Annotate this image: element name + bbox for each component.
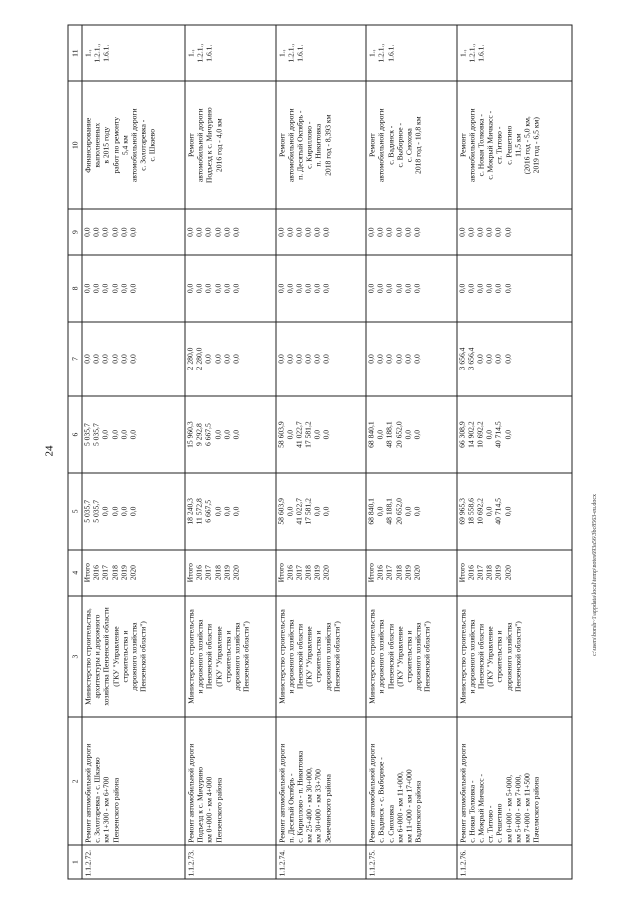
regional-budget-value: 0,0: [375, 429, 385, 440]
header-cell-11: 11: [68, 25, 82, 81]
other-sources-value: 0,0: [466, 227, 476, 237]
total-funding-value: 41 022,7: [294, 498, 304, 525]
regional-budget-value: 58 603,9: [276, 421, 286, 448]
indicator-codes: 1., 1.2.1., 1.6.1.: [185, 25, 276, 81]
measure-name: Ремонт автомобильной дороги п. Десятый Октябрь - с. Кириллово - п. Никитовка км 25+400 - км 30+000, км 30+000 - км 33+700 Земечинского района: [276, 717, 367, 845]
federal-budget: [276, 255, 367, 321]
total-funding: [276, 473, 367, 550]
regional-budget-value: 40 714,5: [493, 421, 503, 448]
program-table: [68, 25, 573, 880]
total-funding-value: 18 240,3: [185, 498, 195, 525]
year-list-value: 2016: [375, 565, 385, 581]
other-sources-value: 0,0: [312, 227, 322, 237]
year-list-value: 2019: [493, 565, 503, 581]
regional-budget-value: 0,0: [119, 429, 129, 440]
indicator-codes: 1., 1.2.1., 1.6.1.: [276, 25, 367, 81]
responsible-executor: Министерство строительства, архитектуры и дорожного хозяйства Пензенской области (ГКУ "Управление строительства и дорожного хозяйства Пензенской области"): [82, 596, 185, 718]
other-sources-value: 0,0: [185, 227, 195, 237]
federal-budget-value: 0,0: [194, 283, 204, 294]
other-sources-value: 0,0: [484, 227, 494, 237]
total-funding-value: 0,0: [312, 506, 322, 517]
total-funding-value: 0,0: [100, 506, 110, 517]
federal-budget: [457, 255, 572, 321]
other-sources-value: 0,0: [394, 227, 404, 237]
header-cell-10: 10: [68, 81, 82, 209]
federal-budget-value: 0,0: [203, 283, 213, 294]
total-funding-value: 6 667,5: [203, 499, 213, 523]
local-budget-value: 0,0: [303, 354, 313, 364]
other-sources-value: 0,0: [294, 227, 304, 237]
total-funding: [366, 473, 457, 550]
indicator-codes: 1., 1.2.1., 1.6.1.: [82, 25, 185, 81]
total-funding: [185, 473, 276, 550]
other-sources-value: 0,0: [375, 227, 385, 237]
federal-budget: [185, 255, 276, 321]
other-sources-value: 0,0: [321, 227, 331, 237]
federal-budget-value: 0,0: [366, 283, 376, 294]
year-list-value: Итого: [82, 563, 92, 583]
total-funding-value: 0,0: [503, 506, 513, 517]
local-budget-value: 0,0: [384, 354, 394, 364]
total-funding-value: 17 581,2: [303, 498, 313, 525]
federal-budget-value: 0,0: [303, 283, 313, 294]
regional-budget-value: 9 292,8: [194, 423, 204, 447]
table-row: [457, 25, 572, 879]
other-sources-value: 0,0: [457, 227, 467, 237]
total-funding-value: 0,0: [110, 506, 120, 517]
responsible-executor: Министерство строительства и дорожного хозяйства Пензенской области (ГКУ "Управление строительства и дорожного хозяйства Пензенской области"): [457, 596, 572, 718]
regional-budget-value: 5 035,7: [91, 423, 101, 447]
header-cell-9: 9: [68, 209, 82, 255]
other-sources-value: 0,0: [119, 227, 129, 237]
year-list-value: 2020: [321, 565, 331, 581]
year-list-value: 2019: [403, 565, 413, 581]
local-budget-value: 0,0: [375, 354, 385, 364]
header-cell-1: 1: [68, 845, 82, 879]
header-cell-7: 7: [68, 322, 82, 397]
total-funding-value: 58 603,9: [276, 498, 286, 525]
regional-budget-value: 0,0: [128, 429, 138, 440]
regional-budget-value: 0,0: [231, 429, 241, 440]
federal-budget-value: 0,0: [321, 283, 331, 294]
total-funding: [82, 473, 185, 550]
federal-budget-value: 0,0: [412, 283, 422, 294]
total-funding-value: 18 558,6: [466, 498, 476, 525]
table-row: [185, 25, 276, 879]
regional-budget-value: 66 308,9: [457, 421, 467, 448]
local-budget-value: 2 280,0: [194, 347, 204, 371]
federal-budget-value: 0,0: [294, 283, 304, 294]
local-budget-value: 0,0: [366, 354, 376, 364]
row-number: 1.1.2.73.: [185, 845, 276, 879]
total-funding-value: 0,0: [484, 506, 494, 517]
federal-budget-value: 0,0: [110, 283, 120, 294]
page-number: 24: [43, 445, 56, 457]
regional-budget-value: 6 667,5: [203, 423, 213, 447]
indicator-codes: 1., 1.2.1., 1.6.1.: [366, 25, 457, 81]
federal-budget-value: 0,0: [375, 283, 385, 294]
header-row: [68, 25, 82, 879]
other-sources-value: 0,0: [384, 227, 394, 237]
header-cell-2: 2: [68, 717, 82, 845]
year-list-value: 2017: [384, 565, 394, 581]
regional-budget-value: 0,0: [222, 429, 232, 440]
local-budget-value: 0,0: [475, 354, 485, 364]
total-funding-value: 20 652,0: [394, 498, 404, 525]
federal-budget-value: 0,0: [128, 283, 138, 294]
year-list-value: 2019: [312, 565, 322, 581]
header-cell-8: 8: [68, 255, 82, 321]
measure-name: Ремонт автомобильной дороги с. Новая Толковка - с. Мокрый Мичкасс - ст. Титово - с. Решетино км 0+000 - км 5+000, км 5+000 - км 7+000, км 7+000 - км 11+500 Пачелмского района: [457, 717, 572, 845]
federal-budget-value: 0,0: [457, 283, 467, 294]
year-list-value: 2016: [466, 565, 476, 581]
regional-budget-value: 48 188,1: [384, 421, 394, 448]
other-sources: [366, 209, 457, 255]
regional-budget-value: 17 581,2: [303, 421, 313, 448]
responsible-executor: Министерство строительства и дорожного хозяйства Пензенской области (ГКУ "Управление строительства и дорожного хозяйства Пензенской области"): [366, 596, 457, 718]
other-sources: [82, 209, 185, 255]
total-funding-value: 40 714,5: [493, 498, 503, 525]
total-funding-value: 48 188,1: [384, 498, 394, 525]
regional-budget: [185, 396, 276, 473]
year-list-value: 2016: [285, 565, 295, 581]
local-budget-value: 0,0: [100, 354, 110, 364]
year-list-value: 2020: [128, 565, 138, 581]
federal-budget-value: 0,0: [384, 283, 394, 294]
federal-budget-value: 0,0: [185, 283, 195, 294]
total-funding-value: 10 692,2: [475, 498, 485, 525]
federal-budget-value: 0,0: [493, 283, 503, 294]
other-sources-value: 0,0: [203, 227, 213, 237]
local-budget-value: 0,0: [203, 354, 213, 364]
local-budget-value: 3 656,4: [457, 347, 467, 371]
row-number: 1.1.2.76.: [457, 845, 572, 879]
total-funding-value: 0,0: [403, 506, 413, 517]
regional-budget-value: 0,0: [110, 429, 120, 440]
responsible-executor: Министерство строительства и дорожного хозяйства Пензенской области (ГКУ "Управление строительства и дорожного хозяйства Пензенской области"): [276, 596, 367, 718]
local-budget-value: 0,0: [484, 354, 494, 364]
year-list-value: Итого: [185, 563, 195, 583]
expected-result: Ремонт автомобильной дороги Подъезд к с. Мичурино 2016 год - 4,0 км: [185, 81, 276, 209]
local-budget-value: 0,0: [321, 354, 331, 364]
federal-budget-value: 0,0: [503, 283, 513, 294]
total-funding-value: 0,0: [375, 506, 385, 517]
expected-result: Ремонт автомобильной дороги с. Новая Толковка - с. Мокрый Мичкасс - ст. Титово - с. Решетино 11,5 км (2016 год - 5,0 км, 2019 год - 6,5 км): [457, 81, 572, 209]
year-list-value: 2018: [484, 565, 494, 581]
total-funding-value: 0,0: [128, 506, 138, 517]
other-sources-value: 0,0: [91, 227, 101, 237]
measure-name: Ремонт автомобильной дороги Подъезд к с. Мичурино км 0+000 - км 4+000 Пензенского района: [185, 717, 276, 845]
total-funding-value: 68 840,1: [366, 498, 376, 525]
year-list-value: 2018: [110, 565, 120, 581]
other-sources-value: 0,0: [493, 227, 503, 237]
regional-budget-value: 0,0: [484, 429, 494, 440]
regional-budget-value: 5 035,7: [82, 423, 92, 447]
row-number: 1.1.2.74.: [276, 845, 367, 879]
total-funding-value: 0,0: [119, 506, 129, 517]
local-budget-value: 0,0: [213, 354, 222, 364]
federal-budget-value: 0,0: [231, 283, 241, 294]
local-budget: [185, 322, 276, 397]
year-list-value: 2019: [222, 565, 232, 581]
regional-budget-value: 0,0: [312, 429, 322, 440]
regional-budget-value: 68 840,1: [366, 421, 376, 448]
other-sources-value: 0,0: [194, 227, 204, 237]
federal-budget-value: 0,0: [100, 283, 110, 294]
expected-result: Финансирование выполненных в 2015 году работ по ремонту 5,4 км автомобильной дороги с. Золотаревка - с. Шкаево: [82, 81, 185, 209]
federal-budget-value: 0,0: [403, 283, 413, 294]
year-list-value: Итого: [366, 563, 376, 583]
year-list-value: 2017: [475, 565, 485, 581]
year-list-value: Итого: [457, 563, 467, 583]
year-list-value: 2016: [194, 565, 204, 581]
row-number: 1.1.2.75.: [366, 845, 457, 879]
regional-budget-value: 20 652,0: [394, 421, 404, 448]
year-list-value: 2020: [412, 565, 422, 581]
federal-budget-value: 0,0: [484, 283, 494, 294]
local-budget: [276, 322, 367, 397]
header-cell-6: 6: [68, 396, 82, 473]
header-cell-3: 3: [68, 596, 82, 718]
total-funding-value: 0,0: [412, 506, 422, 517]
regional-budget-value: 0,0: [503, 429, 513, 440]
total-funding-value: 5 035,7: [82, 499, 92, 523]
expected-result: Ремонт автомобильной дороги п. Десятый Октябрь - с. Кириллово - п. Никитовка 2018 год - 8,393 км: [276, 81, 367, 209]
table-row: [366, 25, 457, 879]
other-sources-value: 0,0: [82, 227, 92, 237]
federal-budget-value: 0,0: [394, 283, 404, 294]
year-list-value: 2019: [119, 565, 129, 581]
other-sources-value: 0,0: [285, 227, 295, 237]
local-budget: [366, 322, 457, 397]
year-list: [457, 550, 572, 596]
local-budget: [82, 322, 185, 397]
other-sources: [185, 209, 276, 255]
regional-budget-value: 41 022,7: [294, 421, 304, 448]
regional-budget: [366, 396, 457, 473]
regional-budget-value: 0,0: [100, 429, 110, 440]
year-list-value: 2017: [100, 565, 110, 581]
total-funding-value: 0,0: [321, 506, 331, 517]
year-list-value: 2018: [303, 565, 313, 581]
year-list: [276, 550, 367, 596]
measure-name: Ремонт автомобильной дороги с. Золотаревка - с. Шкаево км 1+300 - км 6+700 Пензенского района: [82, 717, 185, 845]
local-budget-value: 0,0: [82, 354, 92, 364]
local-budget-value: 3 656,4: [466, 347, 476, 371]
local-budget-value: 0,0: [294, 354, 304, 364]
federal-budget-value: 0,0: [285, 283, 295, 294]
regional-budget-value: 0,0: [285, 429, 295, 440]
total-funding-value: 0,0: [222, 506, 232, 517]
local-budget-value: 0,0: [503, 354, 513, 364]
federal-budget-value: 0,0: [82, 283, 92, 294]
header-cell-5: 5: [68, 473, 82, 550]
other-sources-value: 0,0: [366, 227, 376, 237]
total-funding-value: 69 965,3: [457, 498, 467, 525]
federal-budget: [366, 255, 457, 321]
regional-budget-value: 10 692,2: [475, 421, 485, 448]
federal-budget: [82, 255, 185, 321]
regional-budget: [82, 396, 185, 473]
regional-budget-value: 15 960,3: [185, 421, 195, 448]
federal-budget-value: 0,0: [91, 283, 101, 294]
local-budget-value: 0,0: [128, 354, 138, 364]
other-sources-value: 0,0: [475, 227, 485, 237]
row-number: 1.1.2.72.: [82, 845, 185, 879]
responsible-executor: Министерство строительства и дорожного хозяйства Пензенской области (ГКУ "Управление строительства и дорожного хозяйства Пензенской области"): [185, 596, 276, 718]
local-budget-value: 0,0: [231, 354, 241, 364]
local-budget-value: 0,0: [119, 354, 129, 364]
total-funding: [457, 473, 572, 550]
regional-budget-value: 0,0: [321, 429, 331, 440]
regional-budget-value: 0,0: [403, 429, 413, 440]
year-list: [82, 550, 185, 596]
federal-budget-value: 0,0: [222, 283, 232, 294]
federal-budget-value: 0,0: [475, 283, 485, 294]
federal-budget-value: 0,0: [276, 283, 286, 294]
regional-budget-value: 14 902,2: [466, 421, 476, 448]
year-list-value: 2016: [91, 565, 101, 581]
local-budget-value: 0,0: [276, 354, 286, 364]
other-sources-value: 0,0: [231, 227, 241, 237]
local-budget-value: 0,0: [412, 354, 422, 364]
federal-budget-value: 0,0: [466, 283, 476, 294]
regional-budget-value: 0,0: [213, 429, 222, 440]
local-budget-value: 0,0: [110, 354, 120, 364]
total-funding-value: 0,0: [285, 506, 295, 517]
local-budget-value: 0,0: [222, 354, 232, 364]
total-funding-value: 0,0: [213, 506, 222, 517]
total-funding-value: 5 035,7: [91, 499, 101, 523]
local-budget-value: 0,0: [285, 354, 295, 364]
total-funding-value: 0,0: [231, 506, 241, 517]
other-sources-value: 0,0: [110, 227, 120, 237]
other-sources-value: 0,0: [128, 227, 138, 237]
other-sources-value: 0,0: [412, 227, 422, 237]
measure-name: Ремонт автомобильной дороги с. Вадинск - с. Выборное - с. Сноховка км 6+000 - км 11+000, км 11+000 - км 17+000 Вадинского района: [366, 717, 457, 845]
year-list: [185, 550, 276, 596]
total-funding-value: 11 572,8: [194, 498, 204, 525]
other-sources-value: 0,0: [403, 227, 413, 237]
header-cell-4: 4: [68, 550, 82, 596]
regional-budget-value: 0,0: [412, 429, 422, 440]
rotated-table-container: [68, 25, 573, 880]
other-sources-value: 0,0: [303, 227, 313, 237]
table-row: [82, 25, 185, 879]
table-row: [276, 25, 367, 879]
federal-budget-value: 0,0: [213, 283, 222, 294]
local-budget-value: 2 280,0: [185, 347, 195, 371]
expected-result: Ремонт автомобильной дороги с. Вадинск - с. Выборное - с. Снохова 2018 год - 10,8 км: [366, 81, 457, 209]
local-budget-value: 0,0: [91, 354, 101, 364]
other-sources-value: 0,0: [213, 227, 222, 237]
local-budget-value: 0,0: [493, 354, 503, 364]
regional-budget: [276, 396, 367, 473]
local-budget-value: 0,0: [394, 354, 404, 364]
indicator-codes: 1., 1.2.1., 1.6.1.: [457, 25, 572, 81]
other-sources-value: 0,0: [222, 227, 232, 237]
other-sources: [276, 209, 367, 255]
footer-file-path: c:\users\borsh~1\appdata\local\temp\notes693a56\3bc8563-eu.docx: [592, 493, 598, 657]
year-list-value: 2020: [503, 565, 513, 581]
federal-budget-value: 0,0: [312, 283, 322, 294]
federal-budget-value: 0,0: [119, 283, 129, 294]
local-budget-value: 0,0: [312, 354, 322, 364]
local-budget-value: 0,0: [403, 354, 413, 364]
year-list-value: 2017: [203, 565, 213, 581]
year-list-value: 2018: [394, 565, 404, 581]
other-sources: [457, 209, 572, 255]
other-sources-value: 0,0: [100, 227, 110, 237]
year-list-value: 2020: [231, 565, 241, 581]
year-list-value: 2018: [213, 565, 222, 581]
year-list-value: 2017: [294, 565, 304, 581]
table-body: [82, 25, 572, 879]
year-list: [366, 550, 457, 596]
year-list-value: Итого: [276, 563, 286, 583]
other-sources-value: 0,0: [276, 227, 286, 237]
other-sources-value: 0,0: [503, 227, 513, 237]
local-budget: [457, 322, 572, 397]
regional-budget: [457, 396, 572, 473]
